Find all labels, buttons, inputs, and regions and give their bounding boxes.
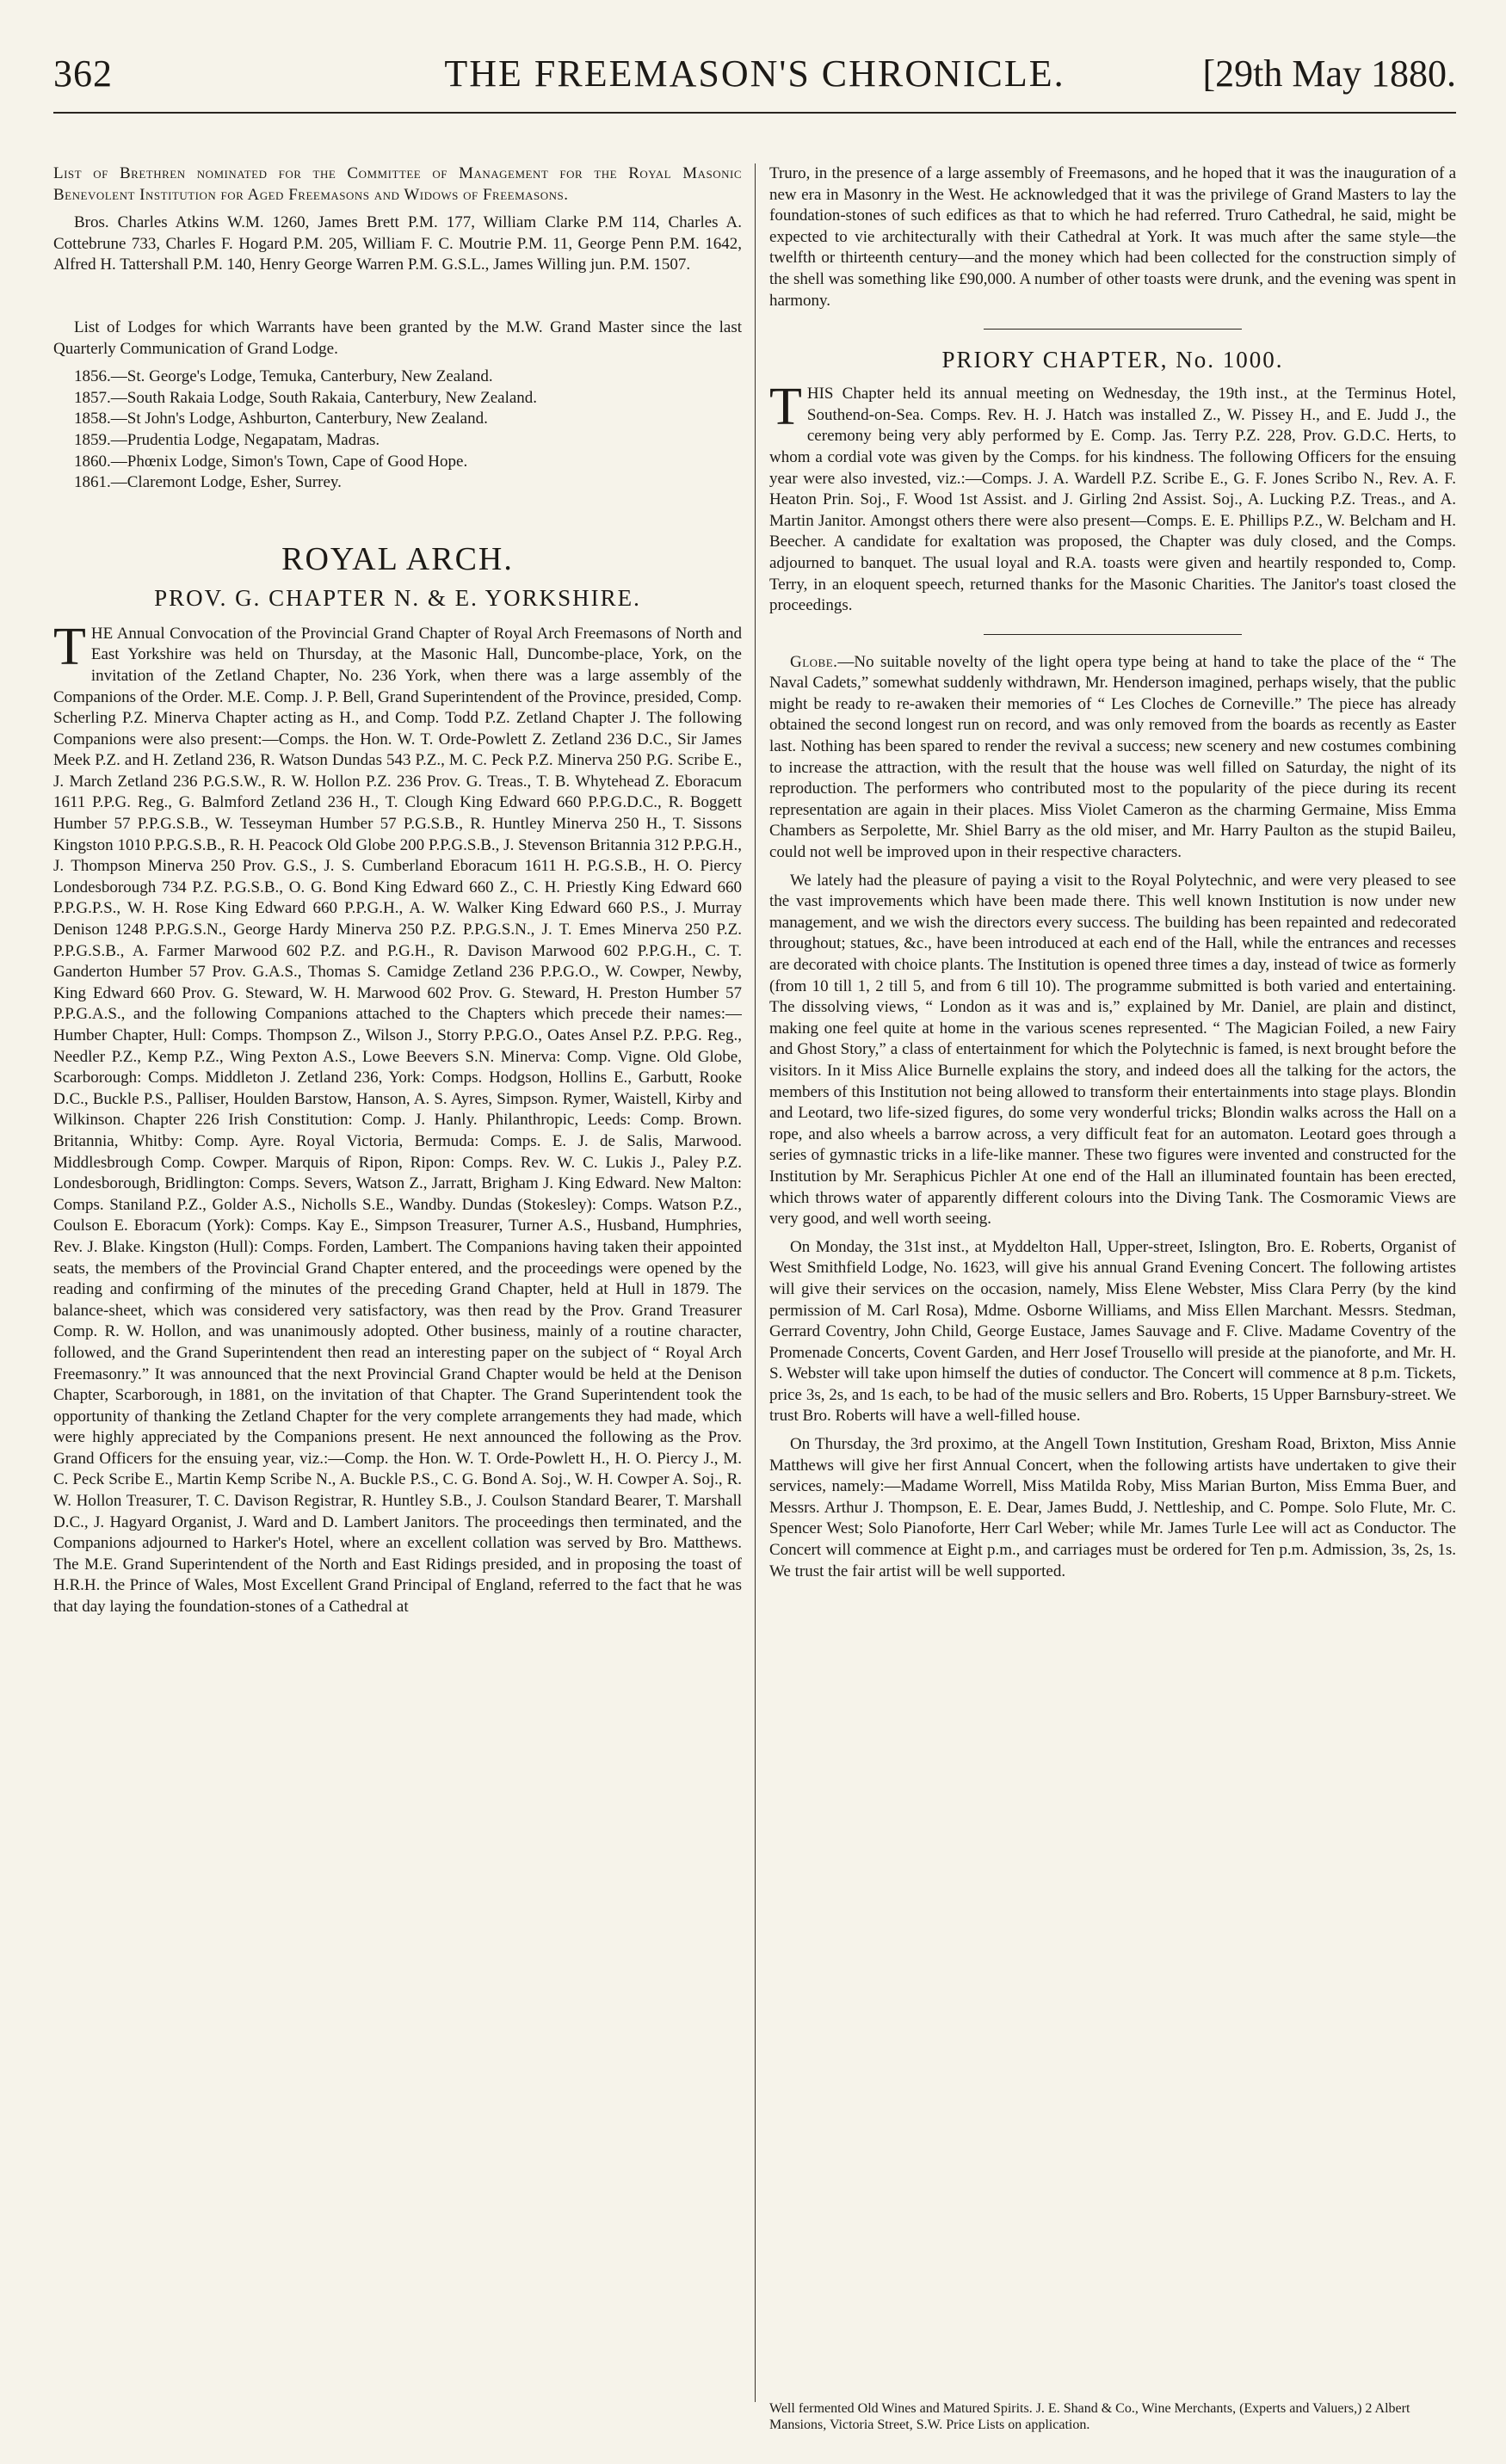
globe-text: —No suitable novelty of the light opera type being at hand to take the place of the “ The Naval Cadets,” somewhat suddenly withdrawn, Mr. Henderson imagined, perhaps wisely, that the public might be ready to re-awaken their memories of “ Les Cloches de Corneville.” The piece has already obtained the second longest run on record, and was only removed from the boards as recently as Easter last. Nothing has been spared to render the revival a success; new scenery and new costumes combining to increase the attraction, with the result that the house was well filled on Saturday, the night of its reproduction. The performers who contributed most to the popularity of the piece during its recent representation are again in their places. Miss Violet Cameron as the charming Germaine, Miss Emma Chambers as Serpolette, Mr. Shiel Barry as the old miser, and Mr. Harry Paulton as the stupid Baileu, could not well be improved upon in their respective characters.	[769, 652, 1456, 862]
priory-chapter-text: HIS Chapter held its annual meeting on Wednesday, the 19th inst., at the Terminus Hotel, Southend-on-Sea. Comps. Rev. H. J. Hatch was installed Z., W. Pissey H., and E. Judd J., the ceremony being very ably performed by E. Comp. Jas. Terry P.Z. 228, Prov. G.D.C. Herts, to whom a cordial vote was given by the Comps. for his kindness. The following Officers for the ensuing year were also invested, viz.:—Comps. J. A. Wardell P.Z. Scribe E., G. F. Jones Scribo N., Rev. A. F. Heaton Prin. Soj., F. Wood 1st Assist. and J. Girling 2nd Assist. Soj., A. Lucking P.Z. Treas., and A. Martin Janitor. Amongst others there were also present—Comps. E. E. Phillips P.Z., W. Belcham and H. Beecher. A candidate for exaltation was proposed, the Chapter was duly closed, and the Comps. adjourned to banquet. The usual loyal and R.A. toasts were given and heartily responded to, Comp. Terry, in an eloquent speech, returned thanks for the Masonic Charities. The Janitor's toast closed the proceedings.	[769, 385, 1456, 615]
lodge-warrant-list	[74, 367, 742, 494]
committee-list-heading: List of Brethren nominated for the Committee of Management for the Royal Masonic Benevolent Institution for Aged Freemasons and Widows of Freemasons.	[53, 164, 742, 204]
lodge-warrant-item: 1861.—Claremont Lodge, Esher, Surrey.	[74, 473, 342, 492]
drop-cap: T	[53, 617, 86, 676]
royal-arch-heading: ROYAL ARCH.	[281, 540, 514, 577]
page-number: 362	[53, 52, 113, 95]
priory-chapter-report	[769, 378, 1456, 617]
lodge-warrant-item: 1860.—Phœnix Lodge, Simon's Town, Cape of Good Hope.	[74, 452, 468, 471]
section-rule	[984, 634, 1242, 635]
prov-chapter-heading: PROV. G. CHAPTER N. & E. YORKSHIRE.	[154, 584, 641, 611]
section-rule	[984, 329, 1242, 330]
truro-paragraph: Truro, in the presence of a large assembly of Freemasons, and he hoped that it was the inauguration of a new era in Masonry in the West. He acknowledged that it was the privilege of Grand Masters to lay the foundation-stones of such edifices as that to which he had referred. Truro Cathedral, he said, might be expected to vie architecturally with their Cathedral at York. It was much after the same style—the twelfth or thirteenth century—and the money which had been collected for the construction simply of the shell was something like £90,000. A number of other toasts were drunk, and the evening was spent in harmony.	[769, 164, 1456, 310]
lodge-warrant-item: 1857.—South Rakaia Lodge, South Rakaia, Canterbury, New Zealand.	[74, 388, 538, 407]
wine-advertisement: Well fermented Old Wines and Matured Spirits. J. E. Shand & Co., Wine Merchants, (Experts and Valuers,) 2 Albert Mansions, Victoria Street, S.W. Price Lists on application.	[769, 2401, 1410, 2432]
committee-list-body: Bros. Charles Atkins W.M. 1260, James Brett P.M. 177, William Clarke P.M 114, Charles A. Cottebrune 733, Charles F. Hogard P.M. 205, William F. C. Moutrie P.M. 11, George Penn P.M. 1642, Alfred H. Tattershall P.M. 140, Henry George Warren P.M. G.S.L., James Willing jun. P.M. 1507.	[53, 213, 742, 274]
newspaper-page	[53, 36, 1456, 2436]
concert-monday-paragraph: On Monday, the 31st inst., at Myddelton Hall, Upper-street, Islington, Bro. E. Roberts, Organist of West Smithfield Lodge, No. 1623, will give his annual Grand Evening Concert. The following artistes will give their services on the occasion, namely, Miss Elene Webster, Miss Clara Perry (by the kind permission of M. Carl Rosa), Mdme. Osborne Williams, and Miss Ellen Marchant. Messrs. Stedman, Gerrard Coventry, John Child, George Eustace, James Sauvage and F. Clive. Madame Coventry of the Promenade Concerts, Covent Garden, and Herr Josef Trousello will preside at the pianoforte, and Mr. H. S. Webster will take upon himself the duties of conductor. The Concert will commence at 8 p.m. Tickets, price 3s, 2s, and 1s each, to be had of the music sellers and Bro. Roberts, 15 Upper Barnsbury-street. We trust Bro. Roberts will have a well-filled house.	[769, 1237, 1456, 1426]
globe-label: Globe.	[790, 652, 838, 671]
right-column	[769, 163, 1456, 2436]
columns	[53, 163, 1456, 2436]
newspaper-title: THE FREEMASON'S CHRONICLE.	[444, 52, 1065, 95]
priory-chapter-heading: PRIORY CHAPTER, No. 1000.	[941, 347, 1284, 373]
globe-paragraph	[769, 652, 1456, 864]
masthead-rule	[53, 112, 1456, 114]
masthead	[53, 36, 1456, 115]
polytechnic-paragraph: We lately had the pleasure of paying a visit to the Royal Polytechnic, and were very pleased to see the vast improvements which have been made there. This well known Institution is now under new management, and we wish the directors every success. The building has been repainted and redecorated throughout; statues, &c., have been introduced at each end of the Hall, while the entrances and recesses are decorated with choice plants. The Institution is opened three times a day, instead of twice as formerly (from 10 till 1, 2 till 5, and from 6 till 10). The programme submitted is both varied and entertaining. The dissolving views, “ London as it was and is,” explained by Mr. Daniel, are plain and distinct, making one feel quite at home in the various scenes represented. “ The Magician Foiled, a new Fairy and Ghost Story,” a class of entertainment for which the Polytechnic is famed, is next brought before the visitors. In it Miss Alice Burnelle explains the story, and indeed does all the talking for the actors, the members of this Institution not being allowed to transform their entertainments into stage plays. Blondin and Leotard, two life-sized figures, do some very wonderful tricks; Blondin walks across the Hall on a rope, and also wheels a barrow across, a very difficult feat for an automaton. Leotard goes through a series of gymnastic tricks in a life-like manner. These two figures were invented and constructed for the Institution by Mr. Seraphicus Pichler At one end of the Hall an illuminated fountain has been erected, which throws water of apparently different colours into the Diving Tank. The Cosmoramic Views are very good, and well worth seeing.	[769, 871, 1456, 1229]
prov-chapter-report	[53, 617, 742, 1618]
issue-date: [29th May 1880.	[1202, 52, 1456, 95]
lodge-warrant-item: 1858.—St John's Lodge, Ashburton, Canterbury, New Zealand.	[74, 410, 488, 428]
prov-chapter-text: HE Annual Convocation of the Provincial Grand Chapter of Royal Arch Freemasons of North and East Yorkshire was held on Thursday, at the Masonic Hall, Duncombe-place, York, on the invitation of the Zetland Chapter, No. 236 York, when there was a large assembly of the Companions of the Order. M.E. Comp. J. P. Bell, Grand Superintendent of the Province, presided, Comp. Scherling P.Z. Minerva Chapter acting as H., and Comp. Todd P.Z. Zetland Chapter J. The following Companions were also present:—Comps. the Hon. W. T. Orde-Powlett Z. Zetland 236 D.C., Sir James Meek P.Z. and H. Zetland 236, R. Watson Dundas 543 P.Z., M. C. Peck P.Z. Minerva 250 P.G. Scribe E., J. March Zetland 236 P.G.S.W., R. W. Hollon P.Z. 236 Prov. G. Treas., T. B. Whytehead Z. Eboracum 1611 P.P.G. Reg., G. Balmford Zetland 236 H., T. Clough King Edward 660 P.P.G.D.C., R. Boggett Humber 57 P.P.G.S.B., W. Tesseyman Humber 57 P.G.S.B., R. Huntley Minerva 250 H., T. Sissons Kingston 1010 P.P.G.S.B., R. H. Peacock Old Globe 200 P.P.G.S.B., J. Stevenson Britannia 312 P.P.G.H., J. Thompson Minerva 250 Prov. G.S., J. S. Cumberland Eboracum 1611 H. P.G.S.B., H. O. Piercy Londesborough 734 P.Z. P.G.S.B., O. G. Bond King Edward 660 Z., C. H. Priestly King Edward 660 P.P.G.P.S., W. H. Rose King Edward 660 P.P.G.H., A. W. Walker King Edward 660 P.S., J. Murray Denison 1248 P.P.G.S.N., George Hardy Minerva 250 P.Z. P.P.G.S.N., J. T. Emes Minerva 250 P.Z. P.P.G.S.B., A. Farmer Marwood 602 P.Z. and P.G.H., R. Davison Marwood 602 P.P.G.H., C. T. Ganderton Humber 57 Prov. G.A.S., Thomas S. Camidge Zetland 236 P.P.G.O., W. Cowper, Newby, King Edward 660 Prov. G. Steward, W. H. Marwood 602 Prov. G. Steward, H. Preston Humber 57 P.P.G.A.S., and the following Companions attached to the Chapters which precede their names:—Humber Chapter, Hull: Comps. Thompson Z., Wilson J., Storry P.P.G.O., Oates Ansel P.Z. P.P.G. Reg., Needler P.Z., Kemp P.Z., Wing Pexton A.S., Lowe Beevers S.N. Minerva: Comp. Vigne. Old Globe, Scarborough: Comps. Middleton J. Zetland 236, York: Comps. Hodgson, Hollins E., Garbutt, Rooke D.C., Buckle P.S., Palliser, Houlden Barstow, Hanson, A. S. Ayres, Simpson. Rymer, Waistell, Kirby and Wilkinson. Chapter 226 Irish Constitution: Comp. J. Hanly. Philanthropic, Leeds: Comp. Brown. Britannia, Whitby: Comp. Ayre. Royal Victoria, Bermuda: Comps. E. J. de Salis, Marwood. Middlesbrough Comp. Cowper. Marquis of Ripon, Ripon: Comps. Rev. W. C. Lukis J., Paley P.Z. Londesborough, Bridlington: Comps. Severs, Watson Z., Jarratt, Brigham J. King Edward. New Malton: Comps. Staniland P.Z., Golder A.S., Nicholls S.E., Wandby. Dundas (Stokesley): Comps. Watson P.Z., Coulson E. Eboracum (York): Comps. Kay E., Simpson Treasurer, Turner A.S., Husband, Humphries, Rev. J. Blake. Kingston (Hull): Comps. Forden, Lambert. The Companions having taken their appointed seats, the members of the Provincial Grand Chapter entered, and the proceedings were opened by the reading and confirming of the minutes of the preceding Grand Chapter, held at Hull in 1879. The balance-sheet, which was considered very satisfactory, was then read by the Prov. Grand Treasurer Comp. R. W. Hollon, and was unanimously adopted. Other business, mainly of a routine character, followed, and the Grand Superintendent then read an interesting paper on the subject of “ Royal Arch Freemasonry.” It was announced that the next Provincial Grand Chapter would be held at the Denison Chapter, Scarborough, in 1881, on the invitation of that Chapter. The Grand Superintendent took the opportunity of thanking the Zetland Chapter for the very complete arrangements they had made, which were highly appreciated by the Companions present. He next announced the following as the Prov. Grand Officers for the ensuing year, viz.:—Comp. the Hon. W. T. Orde-Powlett H., H. O. Piercy J., M. C. Peck Scribe E., Martin Kemp Scribe N., A. Buckle P.S., C. G. Bond A. Soj., W. H. Cowper A. Soj., R. W. Hollon Treasurer, T. C. Davison Registrar, R. Huntley S.B., J. Coulson Standard Bearer, T. Marshall D.C., J. Hagyard Organist, J. Ward and D. Lambert Janitors. The proceedings then terminated, and the Companions adjourned to Harker's Hotel, where an excellent collation was served by Bro. Matthews. The M.E. Grand Superintendent of the North and East Ridings presided, and in proposing the toast of H.R.H. the Prince of Wales, Most Excellent Grand Principal of England, referred to the fact that he was that day laying the foundation-stones of a Cathedral at	[53, 624, 742, 1617]
warrants-intro: List of Lodges for which Warrants have been granted by the M.W. Grand Master since the last Quarterly Communication of Grand Lodge.	[53, 317, 742, 358]
column-divider	[755, 163, 756, 2402]
drop-cap: T	[769, 378, 802, 437]
lodge-warrant-item: 1856.—St. George's Lodge, Temuka, Canterbury, New Zealand.	[74, 367, 493, 386]
lodge-warrant-item: 1859.—Prudentia Lodge, Negapatam, Madras.	[74, 430, 380, 449]
left-column	[53, 163, 742, 2436]
concert-thursday-paragraph: On Thursday, the 3rd proximo, at the Angell Town Institution, Gresham Road, Brixton, Miss Annie Matthews will give her first Annual Concert, when the following artists have undertaken to give their services, namely:—Madame Worrell, Miss Matilda Roby, Miss Marian Burton, Miss Emma Buer, and Messrs. Arthur J. Thompson, E. E. Dear, James Budd, J. Nettleship, and C. Pompe. Solo Flute, Mr. C. Spencer West; Solo Pianoforte, Herr Carl Weber; while Mr. James Turle Lee will act as Conductor. The Concert will commence at Eight p.m., and carriages must be ordered for Ten p.m. Admission, 3s, 2s, 1s. We trust the fair artist will be well supported.	[769, 1435, 1456, 1580]
